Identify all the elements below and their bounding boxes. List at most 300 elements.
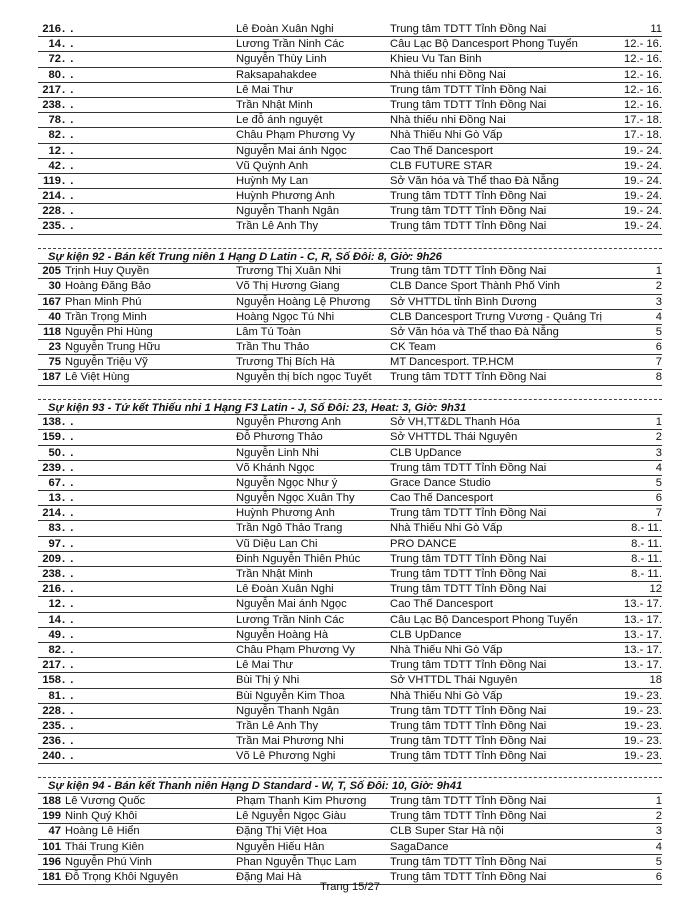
placement: 18 [649, 674, 662, 687]
result-row [38, 264, 662, 279]
couple-number: 97 [48, 537, 61, 550]
placement: 19.- 24. [624, 174, 662, 187]
partner-name: Lâm Tú Toàn [236, 325, 301, 338]
couple-number: 75 [48, 356, 61, 369]
leader-name: Hoàng Lê Hiển [65, 825, 140, 838]
club-name: Sở VHTTDL tỉnh Bình Dương [390, 295, 537, 308]
placement: 3 [655, 295, 662, 308]
leader-name: Nguyễn Trung Hữu [65, 341, 161, 354]
couple-number: 228 [42, 704, 61, 717]
partner-name: Trương Thị Bích Hà [236, 356, 335, 369]
partner-name: Nguyễn Ngọc Xuân Thy [236, 492, 355, 505]
section-divider [38, 241, 662, 249]
leader-name: Ninh Quý Khôi [65, 810, 138, 823]
placement: 8 [655, 371, 662, 384]
club-name: CLB Dance Sport Thành Phố Vinh [390, 280, 560, 293]
partner-name: Hoàng Ngọc Tú Nhi [236, 310, 335, 323]
result-row [38, 355, 662, 370]
couple-number: 216 [42, 583, 61, 596]
club-name: MT Dancesport. TP.HCM [390, 356, 514, 369]
couple-number: 80 [48, 68, 61, 81]
placement: 7 [655, 356, 662, 369]
couple-number: 199 [42, 810, 61, 823]
couple-number: 167 [42, 295, 61, 308]
club-name: Sở VHTTDL Thái Nguyên [390, 431, 518, 444]
placement: 19.- 23. [624, 704, 662, 717]
placement: 13.- 17. [624, 659, 662, 672]
result-row [38, 113, 662, 128]
couple-number: 72 [48, 53, 61, 66]
partner-name: Bùi Thị ý Nhi [236, 674, 300, 687]
result-row [38, 840, 662, 855]
leader-placeholder: . . [62, 476, 75, 489]
couple-number: 23 [48, 341, 61, 354]
result-row [38, 340, 662, 355]
couple-number: 216 [42, 23, 61, 35]
partner-name: Bùi Nguyễn Kim Thoa [236, 689, 345, 702]
leader-placeholder: . . [62, 522, 75, 535]
placement: 6 [655, 870, 662, 883]
placement: 19.- 24. [624, 144, 662, 157]
partner-name: Võ Lê Phương Nghi [236, 750, 336, 763]
placement: 11 [650, 23, 662, 35]
club-name: Trung tâm TDTT Tỉnh Đồng Nai [390, 98, 547, 111]
placement: 12 [649, 583, 662, 596]
result-row [38, 204, 662, 219]
club-name: CLB UpDance [390, 628, 462, 641]
placement: 19.- 24. [624, 190, 662, 203]
club-name: CLB Dancesport Trưng Vương - Quảng Trị [390, 310, 602, 323]
partner-name: Nguyễn Linh Nhi [236, 446, 319, 459]
club-name: Trung tâm TDTT Tỉnh Đồng Nai [390, 870, 547, 883]
result-row [38, 537, 662, 552]
leader-placeholder: . . [62, 613, 75, 626]
club-name: Nhà Thiếu Nhi Gò Vấp [390, 129, 503, 142]
placement: 13.- 17. [624, 598, 662, 611]
club-name: Trung tâm TDTT Tỉnh Đồng Nai [390, 659, 547, 672]
leader-placeholder: . . [62, 598, 75, 611]
couple-number: 30 [48, 280, 61, 293]
partner-name: Trần Lê Anh Thy [236, 719, 319, 732]
club-name: Trung tâm TDTT Tỉnh Đồng Nai [390, 461, 547, 474]
couple-number: 181 [42, 870, 61, 883]
result-row [38, 597, 662, 612]
couple-number: 235 [42, 719, 61, 732]
placement: 8.- 11. [631, 568, 662, 580]
placement: 2 [655, 431, 662, 444]
result-row [38, 613, 662, 628]
club-name: Trung tâm TDTT Tỉnh Đồng Nai [390, 371, 547, 384]
partner-name: Trần Mai Phương Nhi [236, 735, 344, 748]
result-row [38, 855, 662, 870]
partner-name: Trần Thu Thảo [236, 341, 310, 354]
club-name: Khieu Vu Tan Binh [390, 53, 482, 66]
leader-placeholder: . . [62, 98, 75, 111]
result-row [38, 430, 662, 445]
result-row [38, 159, 662, 174]
club-name: Trung tâm TDTT Tỉnh Đồng Nai [390, 855, 547, 868]
couple-number: 238 [42, 568, 61, 580]
placement: 2 [655, 280, 662, 293]
placement: 12.- 16. [624, 68, 662, 81]
couple-number: 67 [48, 476, 61, 489]
couple-number: 42 [48, 159, 61, 172]
club-name: Trung tâm TDTT Tỉnh Đồng Nai [390, 568, 547, 580]
result-row [38, 310, 662, 325]
couple-number: 214 [42, 190, 61, 203]
leader-placeholder: . . [62, 659, 75, 672]
placement: 6 [655, 492, 662, 505]
partner-name: Vũ Diệu Lan Chi [236, 537, 318, 550]
couple-number: 196 [42, 855, 61, 868]
partner-name: Võ Thị Hương Giang [236, 280, 340, 293]
leader-name: Phan Minh Phú [65, 295, 142, 308]
club-name: Trung tâm TDTT Tỉnh Đồng Nai [390, 220, 547, 233]
partner-name: Đỗ Phương Thảo [236, 431, 323, 444]
placement: 7 [655, 507, 662, 520]
club-name: Nhà thiếu nhi Đồng Nai [390, 114, 506, 127]
partner-name: Lê Mai Thư [236, 83, 294, 96]
result-row [38, 461, 662, 476]
result-row [38, 749, 662, 764]
placement: 19.- 23. [624, 719, 662, 732]
leader-placeholder: . . [62, 220, 75, 233]
couple-number: 217 [42, 659, 61, 672]
leader-name: Trịnh Huy Quyền [65, 265, 150, 278]
placement: 3 [655, 446, 662, 459]
partner-name: Phạm Thanh Kim Phương [236, 794, 367, 807]
club-name: Trung tâm TDTT Tỉnh Đồng Nai [390, 794, 547, 807]
partner-name: Nguyễn Mai ánh Ngọc [236, 144, 347, 157]
partner-name: Nguyễn Mai ánh Ngọc [236, 598, 347, 611]
section-divider [38, 770, 662, 778]
event-heading: Sự kiện 92 - Bán kết Trung niên 1 Hạng D Latin - C, R, Số Đôi: 8, Giờ: 9h26 [38, 249, 662, 265]
placement: 12.- 16. [624, 53, 662, 66]
placement: 17.- 18. [624, 114, 662, 127]
result-row [38, 809, 662, 824]
leader-placeholder: . . [62, 144, 75, 157]
leader-placeholder: . . [62, 129, 75, 142]
leader-placeholder: . . [62, 174, 75, 187]
partner-name: Lê Đoàn Xuân Nghi [236, 583, 334, 596]
club-name: Grace Dance Studio [390, 476, 491, 489]
club-name: Trung tâm TDTT Tỉnh Đồng Nai [390, 205, 547, 218]
club-name: Sở VH,TT&DL Thanh Hóa [390, 416, 520, 429]
result-row [38, 521, 662, 536]
couple-number: 238 [42, 98, 61, 111]
club-name: Cao Thế Dancesport [390, 492, 494, 505]
couple-number: 47 [48, 825, 61, 838]
partner-name: Huỳnh Phương Anh [236, 190, 335, 203]
partner-name: Lê Nguyễn Ngọc Giàu [236, 810, 347, 823]
partner-name: Nguyễn Thanh Ngân [236, 205, 340, 218]
result-row [38, 52, 662, 67]
result-row [38, 415, 662, 430]
leader-placeholder: . . [62, 643, 75, 656]
couple-number: 14 [48, 38, 61, 51]
placement: 13.- 17. [624, 628, 662, 641]
leader-placeholder: . . [62, 431, 75, 444]
partner-name: Trương Thị Xuân Nhi [236, 265, 341, 278]
club-name: Trung tâm TDTT Tỉnh Đồng Nai [390, 750, 547, 763]
result-row [38, 719, 662, 734]
result-row [38, 673, 662, 688]
leader-placeholder: . . [62, 492, 75, 505]
leader-placeholder: . . [62, 446, 75, 459]
event-heading: Sự kiện 94 - Bán kết Thanh niên Hạng D Standard - W, T, Số Đôi: 10, Giờ: 9h41 [38, 778, 662, 794]
couple-number: 158 [42, 674, 61, 687]
couple-number: 78 [48, 114, 61, 127]
partner-name: Raksapahakdee [236, 68, 317, 81]
club-name: PRO DANCE [390, 537, 457, 550]
result-row [38, 144, 662, 159]
result-row [38, 174, 662, 189]
placement: 19.- 24. [624, 159, 662, 172]
couple-number: 209 [42, 552, 61, 565]
result-row [38, 506, 662, 521]
club-name: Trung tâm TDTT Tỉnh Đồng Nai [390, 810, 547, 823]
leader-placeholder: . . [62, 674, 75, 687]
partner-name: Nguyễn Phương Anh [236, 416, 342, 429]
placement: 19.- 23. [624, 735, 662, 748]
placement: 5 [655, 325, 662, 338]
partner-name: Nguyễn Ngọc Như ý [236, 476, 338, 489]
placement: 12.- 16. [624, 38, 662, 51]
result-row [38, 37, 662, 52]
leader-placeholder: . . [62, 537, 75, 550]
leader-placeholder: . . [62, 190, 75, 203]
result-row [38, 68, 662, 83]
club-name: Cao Thế Dancesport [390, 144, 494, 157]
couple-number: 205 [42, 265, 61, 278]
result-row [38, 552, 662, 567]
couple-number: 12 [48, 144, 61, 157]
leader-name: Đỗ Trọng Khôi Nguyên [65, 870, 179, 883]
couple-number: 159 [42, 431, 61, 444]
placement: 12.- 16. [624, 98, 662, 111]
couple-number: 187 [42, 371, 61, 384]
couple-number: 81 [48, 689, 61, 702]
result-row [38, 219, 662, 234]
leader-placeholder: . . [62, 416, 75, 429]
club-name: Câu Lạc Bộ Dancesport Phong Tuyển [390, 38, 578, 51]
leader-placeholder: . . [62, 704, 75, 717]
couple-number: 14 [48, 613, 61, 626]
couple-number: 239 [42, 461, 61, 474]
leader-placeholder: . . [62, 114, 75, 127]
placement: 19.- 23. [624, 750, 662, 763]
result-row [38, 370, 662, 385]
results-document [38, 22, 662, 885]
leader-placeholder: . . [62, 583, 75, 596]
placement: 19.- 23. [624, 689, 662, 702]
couple-number: 118 [42, 325, 61, 338]
leader-placeholder: . . [62, 38, 75, 51]
leader-name: Hoàng Đăng Bảo [65, 280, 151, 293]
partner-name: Nguyễn thị bích ngọc Tuyết [236, 371, 372, 384]
result-row [38, 325, 662, 340]
leader-name: Thái Trung Kiên [65, 840, 144, 853]
couple-number: 236 [42, 735, 61, 748]
leader-placeholder: . . [62, 83, 75, 96]
couple-number: 40 [48, 310, 61, 323]
result-row [38, 643, 662, 658]
club-name: Sở Văn hóa và Thể thao Đà Nẵng [390, 325, 559, 338]
leader-placeholder: . . [62, 53, 75, 66]
club-name: Nhà thiếu nhi Đồng Nai [390, 68, 506, 81]
placement: 19.- 24. [624, 205, 662, 218]
partner-name: Đặng Thị Việt Hoa [236, 825, 328, 838]
couple-number: 214 [42, 507, 61, 520]
couple-number: 138 [42, 416, 61, 429]
partner-name: Nguyễn Hoàng Lệ Phương [236, 295, 371, 308]
partner-name: Nguyễn Thanh Ngân [236, 704, 340, 717]
partner-name: Võ Khánh Ngọc [236, 461, 315, 474]
placement: 19.- 24. [624, 220, 662, 233]
result-row [38, 98, 662, 113]
placement: 2 [655, 810, 662, 823]
couple-number: 217 [42, 83, 61, 96]
leader-placeholder: . . [62, 68, 75, 81]
couple-number: 50 [48, 446, 61, 459]
partner-name: Đinh Nguyễn Thiên Phúc [236, 552, 361, 565]
couple-number: 228 [42, 205, 61, 218]
page-number: Trang 15/27 [320, 881, 380, 893]
club-name: Trung tâm TDTT Tỉnh Đồng Nai [390, 583, 547, 596]
result-row [38, 628, 662, 643]
result-row [38, 83, 662, 98]
leader-placeholder: . . [62, 568, 75, 580]
club-name: CLB FUTURE STAR [390, 159, 493, 172]
result-row [38, 295, 662, 310]
couple-number: 119 [42, 174, 61, 187]
couple-number: 12 [48, 598, 61, 611]
partner-name: Châu Phạm Phương Vy [236, 129, 355, 142]
couple-number: 82 [48, 643, 61, 656]
result-row [38, 22, 662, 37]
partner-name: Trần Lê Anh Thy [236, 220, 319, 233]
leader-placeholder: . . [62, 689, 75, 702]
leader-placeholder: . . [62, 159, 75, 172]
placement: 13.- 17. [624, 643, 662, 656]
partner-name: Lương Trần Ninh Các [236, 613, 345, 626]
leader-name: Trần Trọng Minh [65, 310, 147, 323]
partner-name: Lê Mai Thư [236, 659, 294, 672]
leader-placeholder: . . [62, 735, 75, 748]
club-name: CLB Super Star Hà nội [390, 825, 504, 838]
placement: 4 [655, 840, 662, 853]
club-name: Trung tâm TDTT Tỉnh Đồng Nai [390, 190, 547, 203]
partner-name: Phan Nguyễn Thục Lam [236, 855, 357, 868]
placement: 12.- 16. [624, 83, 662, 96]
club-name: Sở VHTTDL Thái Nguyên [390, 674, 518, 687]
couple-number: 82 [48, 129, 61, 142]
placement: 1 [655, 416, 662, 429]
club-name: Nhà Thiếu Nhi Gò Vấp [390, 689, 503, 702]
club-name: CK Team [390, 341, 436, 354]
result-row [38, 689, 662, 704]
partner-name: Vũ Quỳnh Anh [236, 159, 309, 172]
result-row [38, 491, 662, 506]
result-row [38, 704, 662, 719]
placement: 5 [655, 476, 662, 489]
placement: 17.- 18. [624, 129, 662, 142]
result-row [38, 446, 662, 461]
couple-number: 235 [42, 220, 61, 233]
leader-name: Nguyễn Triệu Vỹ [65, 356, 148, 369]
club-name: SagaDance [390, 840, 449, 853]
placement: 3 [655, 825, 662, 838]
leader-name: Nguyễn Phú Vinh [65, 855, 152, 868]
placement: 1 [655, 794, 662, 807]
result-row [38, 189, 662, 204]
club-name: Cao Thế Dancesport [390, 598, 494, 611]
club-name: Trung tâm TDTT Tỉnh Đồng Nai [390, 83, 547, 96]
result-row [38, 824, 662, 839]
club-name: Trung tâm TDTT Tỉnh Đồng Nai [390, 704, 547, 717]
result-row [38, 658, 662, 673]
placement: 8.- 11. [631, 552, 662, 565]
club-name: Trung tâm TDTT Tỉnh Đồng Nai [390, 552, 547, 565]
leader-name: Lê Việt Hùng [65, 371, 130, 384]
placement: 8.- 11. [631, 537, 662, 550]
partner-name: Huỳnh My Lan [236, 174, 309, 187]
leader-placeholder: . . [62, 552, 75, 565]
partner-name: Nguyễn Hoàng Hà [236, 628, 329, 641]
event-heading: Sự kiện 93 - Tứ kết Thiếu nhi 1 Hạng F3 Latin - J, Số Đôi: 23, Heat: 3, Giờ: 9h31 [38, 400, 662, 416]
club-name: Nhà Thiếu Nhi Gò Vấp [390, 643, 503, 656]
club-name: Trung tâm TDTT Tỉnh Đồng Nai [390, 719, 547, 732]
leader-placeholder: . . [62, 719, 75, 732]
result-row [38, 279, 662, 294]
leader-name: Nguyễn Phi Hùng [65, 325, 153, 338]
placement: 1 [655, 265, 662, 278]
club-name: Trung tâm TDTT Tỉnh Đồng Nai [390, 735, 547, 748]
result-row [38, 128, 662, 143]
section-divider [38, 392, 662, 400]
club-name: Trung tâm TDTT Tỉnh Đồng Nai [390, 23, 547, 35]
partner-name: Trần Nhật Minh [236, 98, 313, 111]
couple-number: 83 [48, 522, 61, 535]
result-row [38, 734, 662, 749]
couple-number: 240 [42, 750, 61, 763]
club-name: Câu Lạc Bộ Dancesport Phong Tuyển [390, 613, 578, 626]
partner-name: Nguyễn Thùy Linh [236, 53, 327, 66]
club-name: CLB UpDance [390, 446, 462, 459]
club-name: Nhà Thiếu Nhi Gò Vấp [390, 522, 503, 535]
leader-placeholder: . . [62, 628, 75, 641]
partner-name: Đặng Mai Hà [236, 870, 302, 883]
partner-name: Trần Ngô Thảo Trang [236, 522, 343, 535]
partner-name: Lương Trần Ninh Các [236, 38, 345, 51]
placement: 13.- 17. [624, 613, 662, 626]
leader-placeholder: . . [62, 205, 75, 218]
leader-placeholder: . . [62, 461, 75, 474]
placement: 6 [655, 341, 662, 354]
partner-name: Lê Đoàn Xuân Nghi [236, 23, 334, 35]
result-row [38, 567, 662, 582]
couple-number: 49 [48, 628, 61, 641]
placement: 8.- 11. [631, 522, 662, 535]
leader-placeholder: . . [62, 507, 75, 520]
result-row [38, 476, 662, 491]
placement: 4 [655, 310, 662, 323]
couple-number: 101 [42, 840, 61, 853]
partner-name: Huỳnh Phương Anh [236, 507, 335, 520]
couple-number: 13 [48, 492, 61, 505]
club-name: Trung tâm TDTT Tỉnh Đồng Nai [390, 265, 547, 278]
leader-placeholder: . . [62, 23, 75, 35]
